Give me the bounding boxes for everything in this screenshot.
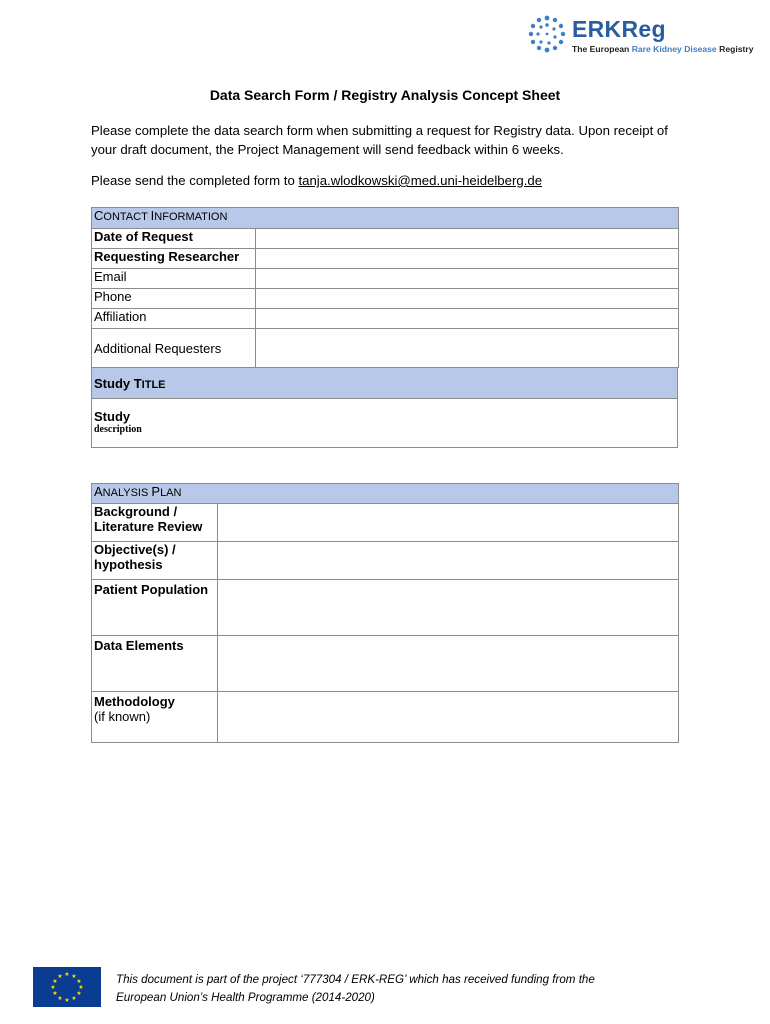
svg-text:★: ★ [71, 973, 77, 980]
field-date-of-request[interactable] [256, 229, 679, 249]
study-sublabel: description [94, 424, 142, 435]
label-affiliation: Affiliation [92, 309, 256, 329]
label-date-of-request: Date of Request [92, 229, 256, 249]
svg-text:★: ★ [64, 971, 70, 978]
logo-subtitle: The European Rare Kidney Disease Registry [572, 44, 754, 54]
svg-text:★: ★ [76, 990, 82, 997]
page-title: Data Search Form / Registry Analysis Concept Sheet [209, 87, 561, 103]
svg-text:★: ★ [52, 990, 58, 997]
svg-text:★: ★ [76, 978, 82, 985]
field-email[interactable] [256, 269, 679, 289]
eu-flag [33, 967, 101, 1007]
dot-circle-icon [527, 14, 567, 54]
erkreg-logo [527, 14, 759, 58]
field-affiliation[interactable] [256, 309, 679, 329]
study-title-table [91, 367, 678, 448]
label-patient-population: Patient Population [92, 580, 218, 636]
label-phone: Phone [92, 289, 256, 309]
analysis-header: ANALYSIS PLAN [92, 484, 679, 504]
contact-header: CONTACT INFORMATION [92, 208, 679, 229]
eu-stars-icon [33, 967, 101, 1007]
field-additional-requesters[interactable] [256, 329, 679, 368]
study-description-field[interactable] [92, 399, 678, 448]
intro-text: Please complete the data search form when submitting a request for Registry data. Upon receipt of your draft document, the Project Management will send feedback within 6 weeks. [91, 123, 668, 157]
field-patient-population[interactable] [218, 580, 679, 636]
label-additional-requesters: Additional Requesters [92, 329, 256, 368]
field-data-elements[interactable] [218, 636, 679, 692]
svg-text:★: ★ [78, 984, 84, 991]
study-header: Study TITLE [92, 368, 678, 399]
analysis-plan-table [91, 483, 679, 743]
field-background[interactable] [218, 504, 679, 542]
label-email: Email [92, 269, 256, 289]
contact-information-table [91, 207, 679, 368]
field-phone[interactable] [256, 289, 679, 309]
label-objectives: Objective(s) / hypothesis [92, 542, 218, 580]
svg-text:★: ★ [71, 995, 77, 1002]
label-data-elements: Data Elements [92, 636, 218, 692]
footer-line-2: European Union’s Health Programme (2014-2020) [116, 991, 375, 1004]
funding-footer [116, 971, 595, 1007]
label-requesting-researcher: Requesting Researcher [92, 249, 256, 269]
svg-text:★: ★ [57, 995, 63, 1002]
email-link[interactable]: tanja.wlodkowski@med.uni-heidelberg.de [298, 173, 543, 188]
svg-text:★: ★ [50, 984, 56, 991]
field-objectives[interactable] [218, 542, 679, 580]
field-requesting-researcher[interactable] [256, 249, 679, 269]
send-instruction: Please send the completed form to tanja.wlodkowski@med.uni-heidelberg.de [91, 173, 543, 188]
svg-text:★: ★ [52, 978, 58, 985]
logo-brand: ERKReg [572, 16, 666, 42]
label-methodology: Methodology (if known) [92, 692, 218, 743]
field-methodology[interactable] [218, 692, 679, 743]
study-label: Study [94, 409, 131, 424]
svg-text:★: ★ [57, 973, 63, 980]
footer-line-1: This document is part of the project ‘777304 / ERK-REG’ which has received funding from the [116, 973, 595, 986]
label-background: Background / Literature Review [92, 504, 218, 542]
svg-text:★: ★ [64, 997, 70, 1004]
